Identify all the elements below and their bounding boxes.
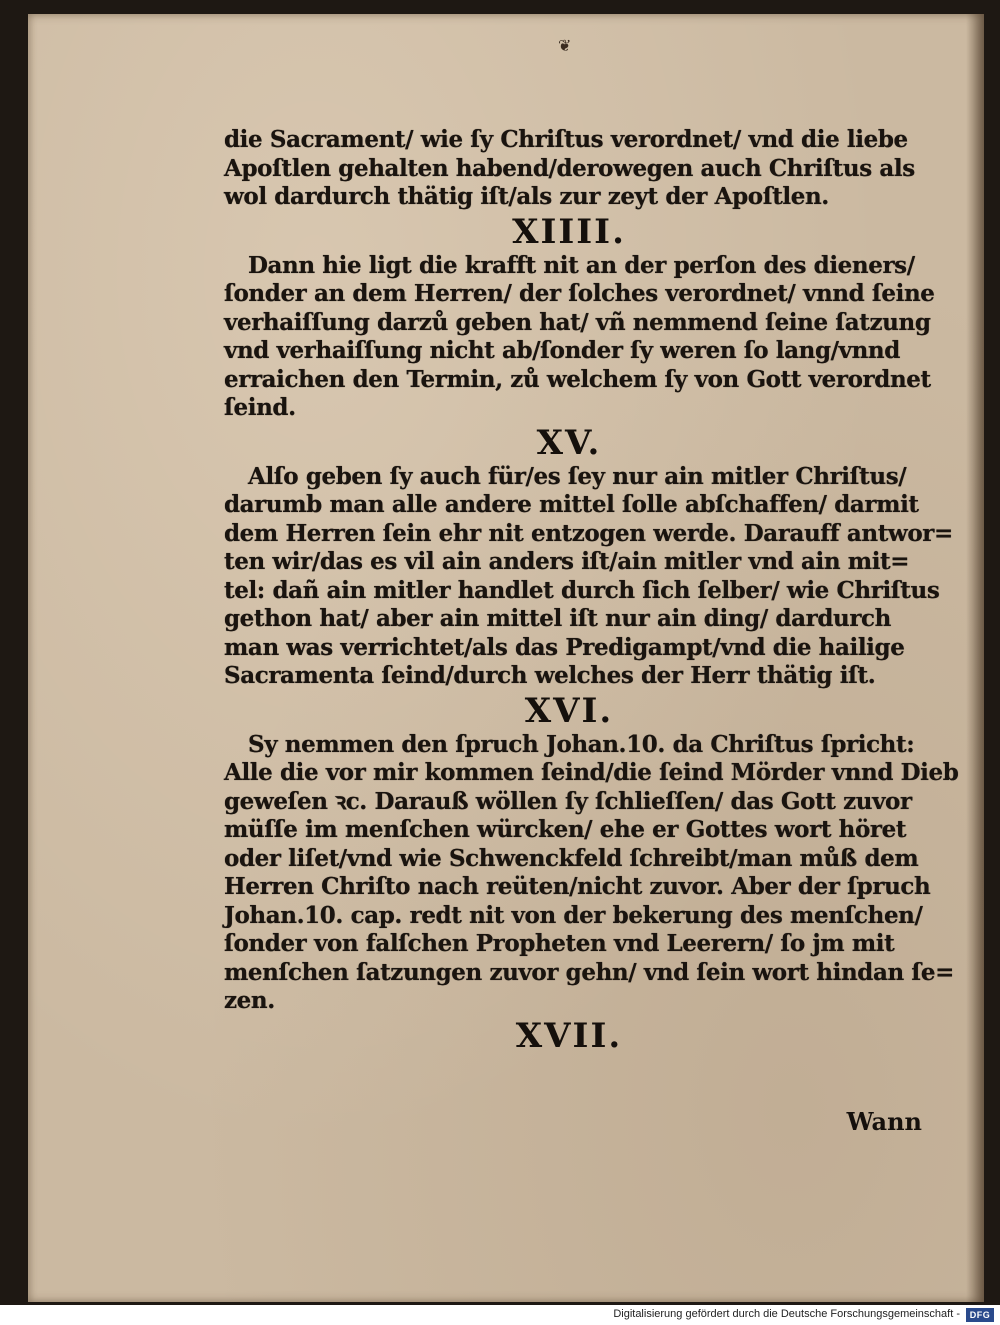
page-edge-shadow xyxy=(966,14,984,1302)
main-text-block xyxy=(224,126,959,1056)
footer-bar xyxy=(0,1305,1000,1325)
catchword: Wann xyxy=(846,1107,922,1136)
text-line: ſeind. xyxy=(224,394,296,421)
page-ornament: ❦ xyxy=(558,36,572,55)
text-line: verhaiſſung darzů geben hat/ vñ nemmend ſeine ſatzung xyxy=(224,308,931,336)
text-line: Apoſtlen gehalten habend/derowegen auch Chriſtus als xyxy=(224,154,915,182)
text-line: ſonder an dem Herren/ der ſolches verordnet/ vnnd ſeine xyxy=(224,280,935,307)
text-line: tel: dañ ain mitler handlet durch ſich ſelber/ wie Chriſtus xyxy=(224,576,940,604)
text-line: vnd verhaiſſung nicht ab/ſonder ſy weren ſo lang/vnnd xyxy=(224,337,900,364)
footer-credit: Digitalisierung gefördert durch die Deutsche Forschungsgemeinschaft - xyxy=(613,1308,960,1320)
text-line: ten wir/das es vil ain anders iſt/ain mitler vnd ain mit= xyxy=(224,548,910,575)
book-page xyxy=(28,14,984,1302)
text-line: wol dardurch thätig iſt/als zur zeyt der Apoſtlen. xyxy=(224,183,829,210)
section-heading: XVII. xyxy=(515,1015,623,1056)
text-line: Herren Chriſto nach reüten/nicht zuvor. Aber der ſpruch xyxy=(224,873,931,900)
text-line: Alſo geben ſy auch für/es ſey nur ain mitler Chriſtus/ xyxy=(248,462,907,490)
text-line: Sy nemmen den ſpruch Johan.10. da Chriſtus ſpricht: xyxy=(248,730,915,758)
text-line: darumb man alle andere mittel ſolle abſchaffen/ darmit xyxy=(224,491,919,518)
text-line: dem Herren ſein ehr nit entzogen werde. Darauff antwor= xyxy=(224,519,953,547)
text-line: die Sacrament/ wie ſy Chriſtus verordnet/ vnd die liebe xyxy=(224,126,908,153)
dfg-logo-icon: DFG xyxy=(966,1308,994,1322)
text-line: erraichen den Termin, zů welchem ſy von Gott verordnet xyxy=(224,365,931,393)
text-line: Alle die vor mir kommen ſeind/die ſeind Mörder vnnd Dieb xyxy=(224,759,959,786)
section-heading: XIIII. xyxy=(512,211,626,252)
text-line: zen. xyxy=(224,987,275,1014)
text-line: müſſe im menſchen würcken/ ehe er Gottes wort höret xyxy=(224,816,907,843)
text-line: Dann hie ligt die krafft nit an der perſon des dieners/ xyxy=(248,251,915,279)
section-heading: XV. xyxy=(536,422,602,463)
text-line: oder liſet/vnd wie Schwenckfeld ſchreibt/man můß dem xyxy=(224,844,919,872)
text-line: gethon hat/ aber ain mittel iſt nur ain ding/ dardurch xyxy=(224,605,891,632)
text-line: Johan.10. cap. redt nit von der bekerung des menſchen/ xyxy=(224,901,923,929)
text-line: Sacramenta ſeind/durch welches der Herr thätig iſt. xyxy=(224,662,876,689)
text-line: ſonder von falſchen Propheten vnd Leerern/ ſo jm mit xyxy=(224,930,895,957)
section-heading: XVI. xyxy=(524,690,614,731)
text-line: geweſen ꝛc. Darauß wöllen ſy ſchlieſſen/ das Gott zuvor xyxy=(224,787,912,815)
text-line: man was verrichtet/als das Predigampt/vnd die hailige xyxy=(224,633,905,661)
text-line: menſchen ſatzungen zuvor gehn/ vnd ſein wort hindan ſe= xyxy=(224,958,954,986)
